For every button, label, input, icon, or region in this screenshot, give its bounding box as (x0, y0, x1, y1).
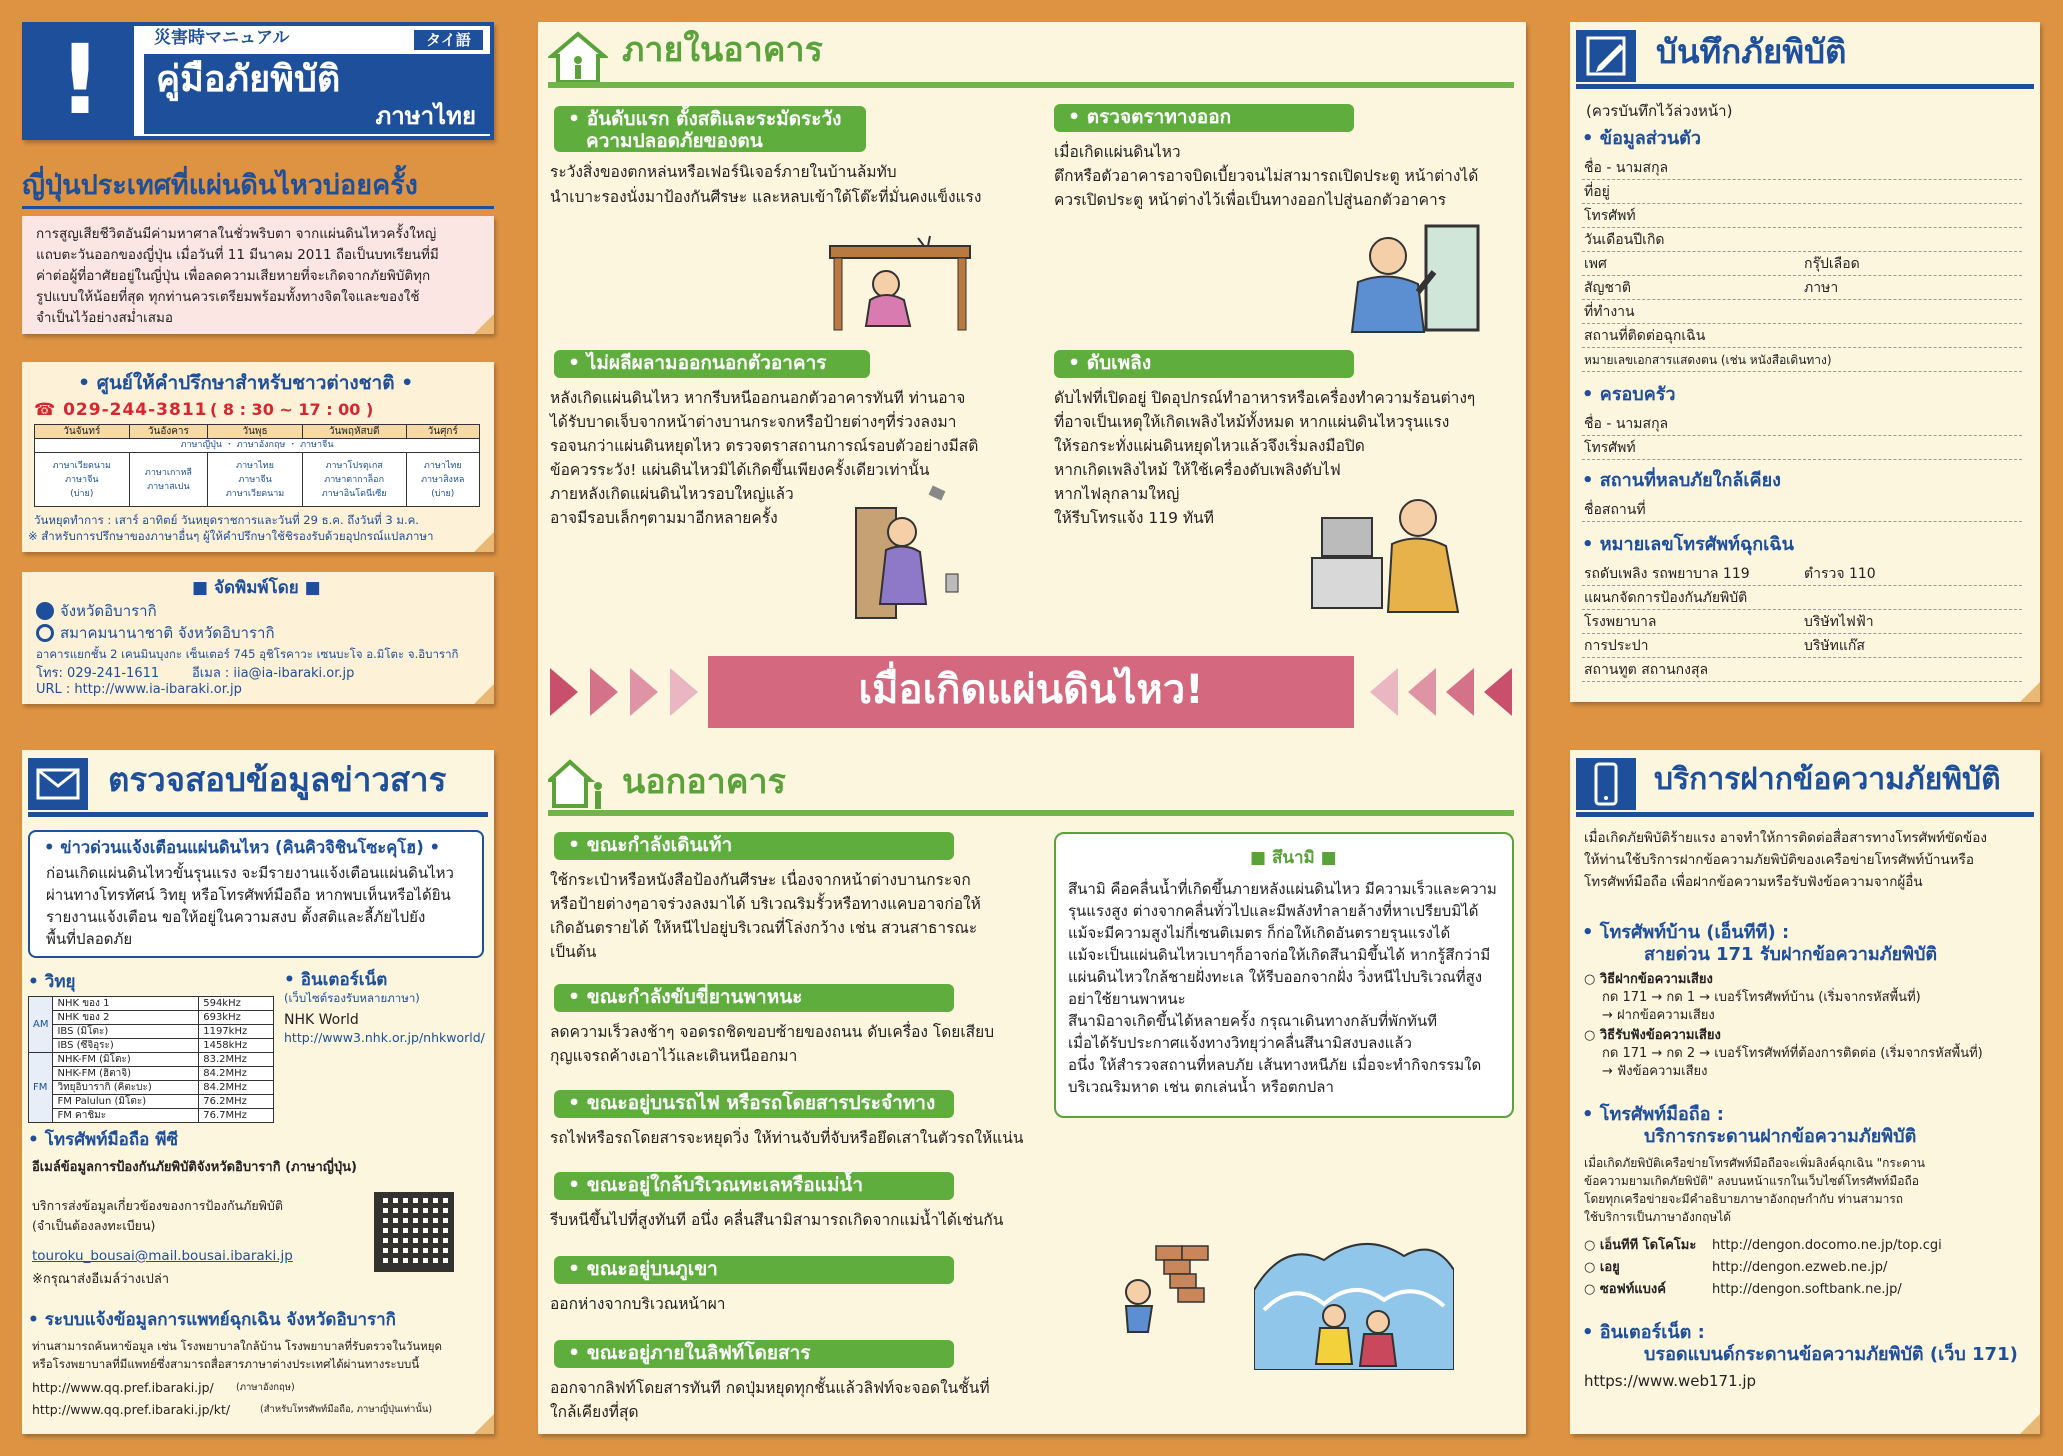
field-label: โทรศัพท์ (1584, 208, 1636, 224)
field-label: ชื่อ - นามสกุล (1584, 416, 1669, 432)
banner-arrow-icon (1484, 668, 1512, 716)
japan-intro-line: รูปแบบให้น้อยที่สุด ทุกท่านควรเตรียมพร้อมทั้งทางจิตใจและของใช้ (36, 289, 420, 305)
message-intro: ให้ท่านใช้บริการฝากข้อความภัยพิบัติของเครือข่ายโทรศัพท์บ้านหรือ (1584, 852, 1974, 868)
form-row[interactable] (1582, 180, 2022, 204)
center-holiday: วันหยุดทำการ : เสาร์ อาทิตย์ วันหยุดราชการและวันที่ 29 ธ.ค. ถึงวันที่ 3 ม.ค. (34, 513, 419, 527)
manual-subtitle: ภาษาไทย (375, 102, 476, 130)
carrier-name: ○ ซอฟท์แบงค์ (1584, 1282, 1666, 1297)
indoor-s1-title-line: ความปลอดภัยของตน (586, 129, 763, 152)
emergency-rows (1582, 562, 2022, 682)
language-text: ภาษาจีน (65, 474, 99, 485)
alert-title: • ข่าวด่วนแจ้งเตือนแผ่นดินไหว (คินคิวจิชินโซะคุโฮ) • (44, 838, 441, 857)
mobile-service-body: เมื่อเกิดภัยพิบัติเครือข่ายโทรศัพท์มือถือจะเพิ่มลิงค์ฉุกเฉิน "กระดาน (1584, 1156, 1926, 1170)
field-label: สัญชาติ (1584, 280, 1631, 296)
japan-intro-line: ค่าต่อผู้ที่อาศัยอยู่ในญี่ปุ่น เพื่อลดความเสียหายที่จะเกิดจากภัยพิบัติทุก (36, 268, 431, 284)
language-cell (35, 453, 130, 507)
tsunami-line: รุนแรงสูง ต่างจากคลื่นทั่วไปและมีพลังทำลายล้างที่หาเปรียบมิได้ (1068, 902, 1479, 920)
form-row[interactable] (1582, 634, 2022, 658)
tsunami-line: อนึ่ง ให้สำรวจสถานที่หลบภัย เส้นทางหนีภัย เมื่อจะทำกิจกรรมใด (1068, 1056, 1482, 1074)
page-fold (474, 314, 494, 334)
form-row[interactable] (1582, 412, 2022, 436)
consultation-center-panel (22, 362, 494, 552)
field-label: แผนกจัดการป้องกันภัยพิบัติ (1584, 590, 1748, 606)
field-label: ที่อยู่ (1584, 184, 1610, 200)
frequency-cell: 84.2MHz (199, 1067, 274, 1081)
falling-wall-illustration (1104, 1240, 1212, 1350)
mail-note: ※กรุณาส่งอีเมล์ว่างเปล่า (32, 1272, 170, 1287)
indoor-s3-line: ได้รับบาดเจ็บจากหน้าต่างบานกระจกหรือป้ายต่างๆที่ร่วงลงมา (550, 413, 957, 431)
band-cell: FM (29, 1053, 53, 1123)
tsunami-line: แม้จะเป็นแผ่นดินไหวเบาๆก็อาจก่อให้เกิดสึนามิขึ้นได้ หากรู้สึกว่ามี (1068, 946, 1491, 964)
page-fold (2020, 1414, 2040, 1434)
indoor-s1-line: ระวังสิ่งของตกหล่นหรือเฟอร์นิเจอร์ภายในบ้านล้มทับ (550, 163, 897, 181)
info-heading: ตรวจสอบข้อมูลข่าวสาร (108, 760, 447, 799)
field-label: ที่ทำงาน (1584, 304, 1635, 320)
record-note: (ควรบันทึกไว้ล่วงหน้า) (1586, 102, 1733, 120)
form-row[interactable] (1582, 348, 2022, 372)
message-intro: เมื่อเกิดภัยพิบัติร้ายแรง อาจทำให้การติดต่อสื่อสารทางโทรศัพท์ขัดข้อง (1584, 830, 1987, 846)
outdoor-o2-line: ลดความเร็วลงช้าๆ จอดรถชิดขอบซ้ายของถนน ดับเครื่อง โดยเสียบ (550, 1023, 995, 1041)
page-fold (474, 684, 494, 704)
tsunami-illustration (1254, 1230, 1454, 1370)
station-cell: FM คาชิมะ (53, 1109, 199, 1123)
japan-heading-rule (22, 206, 494, 209)
alert-line: ผ่านทางโทรทัศน์ วิทยุ หรือโทรศัพท์มือถือ หากพบเห็นหรือได้ยิน (46, 886, 451, 904)
qr-code[interactable] (374, 1192, 454, 1272)
frequency-cell: 83.2MHz (199, 1053, 274, 1067)
day-header: วันพุธ (208, 425, 303, 439)
tsunami-line: สึนามิอาจเกิดขึ้นได้หลายครั้ง กรุณาเดินทางกลับที่พักทันที (1068, 1012, 1438, 1030)
language-text: ภาษาจีน (238, 474, 272, 485)
language-text: (บ่าย) (70, 488, 94, 499)
field-label: ตำรวจ 110 (1804, 566, 1876, 582)
center-schedule-table (34, 424, 480, 507)
station-cell: NHK ของ 1 (53, 997, 199, 1011)
outdoor-o2-title: • ขณะกำลังขับขี่ยานพาหนะ (554, 984, 954, 1012)
center-hours: ( 8 : 30 ~ 17 : 00 ) (210, 400, 374, 419)
language-text: ภาษาไทย (423, 460, 462, 471)
station-cell: NHK-FM (ฮิตาจิ) (53, 1067, 199, 1081)
personal-rows (1582, 156, 2022, 372)
day-header: วันอังคาร (129, 425, 208, 439)
form-row[interactable] (1582, 228, 2022, 252)
language-badge: タイ語 (414, 30, 483, 50)
carrier-name: ○ เอยู (1584, 1260, 1620, 1275)
record-method-step: → ฝากข้อความเสียง (1602, 1008, 1715, 1023)
message-service-panel (1570, 750, 2040, 1434)
form-row[interactable] (1582, 610, 2022, 634)
radio-frequency-table (28, 996, 274, 1123)
outdoor-heading-rule (548, 810, 1514, 816)
mobile-service-body: ข้อความยามเกิดภัยพิบัติ" ลงบนหน้าแรกในเว็บไซต์โทรศัพท์มือถือ (1584, 1174, 1919, 1188)
medical-url2[interactable]: http://www.qq.pref.ibaraki.jp/kt/ (32, 1402, 231, 1417)
language-cell (302, 453, 406, 507)
web-service-label: • อินเตอร์เน็ต : (1582, 1322, 1705, 1343)
publisher-address: อาคารแยกชั้น 2 เคนมินบุงกะ เซ็นเตอร์ 745 อุชิโรคาวะ เซนบะโจ อ.มิโตะ จ.อิบารากิ (36, 647, 459, 661)
mobile-service-label: • โทรศัพท์มือถือ : (1582, 1104, 1724, 1125)
frequency-cell: 76.2MHz (199, 1095, 274, 1109)
falling-objects-illustration (850, 478, 970, 628)
indoor-s3-line: หลังเกิดแผ่นดินไหว หากรีบหนีออกนอกตัวอาคารทันที ท่านอาจ (550, 389, 966, 407)
tsunami-line: แผ่นดินไหวใกล้ชายฝั่งทะเล ให้รีบออกจากฝั่ง วิ่งหนีไปบริเวณที่สูง (1068, 968, 1483, 986)
emergency-heading: • หมายเลขโทรศัพท์ฉุกเฉิน (1582, 534, 1794, 555)
field-label: บริษัทไฟฟ้า (1804, 614, 1874, 630)
language-text: ภาษาสิงหล (421, 474, 465, 485)
publisher-org1: จังหวัดอิบารากิ (60, 602, 157, 620)
indoor-s3-line: ข้อควรระวัง! แผ่นดินไหวมิได้เกิดขึ้นเพียงครั้งเดียวเท่านั้น (550, 461, 930, 479)
station-cell: FM Palulun (มิโตะ) (53, 1095, 199, 1109)
tsunami-line: สึนามิ คือคลื่นน้ำที่เกิดขึ้นภายหลังแผ่นดินไหว มีความเร็วและความ (1068, 880, 1497, 898)
personal-heading: • ข้อมูลส่วนตัว (1582, 128, 1701, 149)
outdoor-o6-title: • ขณะอยู่ภายในลิฟท์โดยสาร (554, 1340, 954, 1368)
page-fold (474, 532, 494, 552)
banner-arrow-icon (550, 668, 578, 716)
association-logo-icon (36, 624, 54, 642)
frequency-cell: 76.7MHz (199, 1109, 274, 1123)
center-phone[interactable]: ☎ 029-244-3811 (34, 400, 208, 420)
indoor-s4-line: ให้รอกระทั่งแผ่นดินหยุดไหวแล้วจึงเริ่มลงมือปิด (1054, 437, 1365, 455)
field-label: รถดับเพลิง รถพยาบาล 119 (1584, 566, 1750, 582)
outdoor-heading: นอกอาคาร (622, 762, 786, 802)
form-row[interactable] (1582, 204, 2022, 228)
medical-url2-note: (สำหรับโทรศัพท์มือถือ, ภาษาญี่ปุ่นเท่านั้น) (260, 1404, 433, 1415)
station-cell: IBS (ซึจิอุระ) (53, 1039, 199, 1053)
indoor-s3-line: อาจมีรอบเล็กๆตามมาอีกหลายครั้ง (550, 509, 778, 527)
shelter-rows (1582, 498, 2022, 522)
indoor-s1-title-line: • อันดับแรก ตั้งสติและระมัดระวัง (568, 108, 842, 130)
outdoor-o1-line: เป็นต้น (550, 943, 597, 961)
field-label: วันเดือนปีเกิด (1584, 232, 1665, 248)
page-fold (474, 1414, 494, 1434)
medical-label: • ระบบแจ้งข้อมูลการแพทย์ฉุกเฉิน จังหวัดอิบารากิ (28, 1310, 396, 1330)
station-cell: วิทยุอิบารากิ (คิตะบะ) (53, 1081, 199, 1095)
message-intro: โทรศัพท์มือถือ เพื่อฝากข้อความหรือรับฟังข้อความจากผู้อื่น (1584, 874, 1923, 890)
banner-text: เมื่อเกิดแผ่นดินไหว! (858, 667, 1204, 713)
tsunami-line: อย่าใช้ยานพาหนะ (1068, 990, 1186, 1008)
alert-line: รายงานแจ้งเตือน ขอให้อยู่ในความสงบ ตั้งสติและลี้ภัยไปยัง (46, 908, 426, 926)
form-row[interactable] (1582, 156, 2022, 180)
banner-arrow-icon (630, 668, 658, 716)
indoor-s2-line: เมื่อเกิดแผ่นดินไหว (1054, 143, 1181, 161)
field-label: สถานที่ติดต่อฉุกเฉิน (1584, 328, 1706, 344)
mail-title: อีเมล์ข้อมูลการป้องกันภัยพิบัติจังหวัดอิบารากิ (ภาษาญี่ปุ่น) (32, 1160, 357, 1175)
banner-arrow-icon (1446, 668, 1474, 716)
common-languages: ภาษาญี่ปุ่น ・ ภาษาอังกฤษ ・ ภาษาจีน (35, 439, 480, 453)
field-label: ภาษา (1804, 280, 1839, 296)
alert-line: พื้นที่ปลอดภัย (46, 930, 133, 948)
japan-heading: ญี่ปุ่นประเทศที่แผ่นดินไหวบ่อยครั้ง (22, 170, 418, 201)
nhk-label: NHK World (284, 1012, 359, 1028)
language-text: (บ่าย) (431, 488, 455, 499)
outdoor-o1-title: • ขณะกำลังเดินเท้า (554, 832, 954, 860)
earthquake-banner (708, 656, 1354, 728)
outdoor-o1-line: ใช้กระเป๋าหรือหนังสือป้องกันศีรษะ เนื่องจากหน้าต่างบานกระจก (550, 871, 971, 889)
frequency-cell: 84.2MHz (199, 1081, 274, 1095)
radio-label: • วิทยุ (28, 972, 76, 992)
outdoor-o3-title: • ขณะอยู่บนรถไฟ หรือรถโดยสารประจำทาง (554, 1090, 954, 1118)
tsunami-line: เมื่อได้รับประกาศแจ้งทางวิทยุว่าคลื่นสึนามิสงบลงแล้ว (1068, 1034, 1412, 1052)
indoor-house-icon (548, 30, 608, 86)
page-fold (2020, 682, 2040, 702)
indoor-s4-line: ให้รีบโทรแจ้ง 119 ทันที (1054, 509, 1214, 527)
outdoor-o3-line: รถไฟหรือรถโดยสารจะหยุดวิ่ง ให้ท่านจับที่จับหรือยึดเสาในตัวรถให้แน่น (550, 1129, 1024, 1147)
field-label: หมายเลขเอกสารแสดงตน (เช่น หนังสือเดินทาง) (1584, 353, 1832, 367)
language-cell (208, 453, 303, 507)
indoor-s1-title (554, 106, 866, 152)
medical-body: หรือโรงพยาบาลที่มีแพทย์ซึ่งสามารถสื่อสารภาษาต่างประเทศได้ผ่านทางระบบนี้ (32, 1357, 420, 1371)
indoor-s2-line: ควรเปิดประตู หน้าต่างไว้เพื่อเป็นทางออกไปสู่นอกตัวอาคาร (1054, 191, 1447, 209)
tsunami-line: บริเวณริมหาด เช่น ตกเล่นน้ำ หรือตกปลา (1068, 1078, 1334, 1096)
table-shelter-illustration (826, 234, 974, 334)
shelter-heading: • สถานที่หลบภัยใกล้เคียง (1582, 470, 1781, 491)
carrier-url[interactable]: http://dengon.softbank.ne.jp/ (1712, 1282, 1902, 1297)
play-method-step: → ฟังข้อความเสียง (1602, 1064, 1708, 1079)
field-label: การประปา (1584, 638, 1649, 654)
form-row[interactable] (1582, 300, 2022, 324)
alert-line: ก่อนเกิดแผ่นดินไหวขั้นรุนแรง จะมีรายงานแจ้งเตือนแผ่นดินไหว (46, 864, 454, 882)
publisher-org2: สมาคมนานาชาติ จังหวัดอิบารากิ (60, 624, 275, 642)
medical-url1-note: (ภาษาอังกฤษ) (236, 1382, 295, 1393)
turn-off-stove-illustration (1308, 488, 1468, 618)
mail-body: (จำเป็นต้องลงทะเบียน) (32, 1218, 156, 1233)
publisher-tel: โทร: 029-241-1611 (36, 666, 160, 681)
form-row[interactable] (1582, 324, 2022, 348)
banner-arrow-icon (590, 668, 618, 716)
frequency-cell: 594kHz (199, 997, 274, 1011)
indoor-heading-rule (548, 82, 1514, 88)
publisher-heading: ■ จัดพิมพ์โดย ■ (192, 578, 321, 598)
station-cell: IBS (มิโตะ) (53, 1025, 199, 1039)
field-label: โรงพยาบาล (1584, 614, 1657, 630)
station-cell: NHK ของ 2 (53, 1011, 199, 1025)
center-note: ※ สำหรับการปรึกษาของภาษาอื่นๆ ผู้ให้คำปรึกษาใช้ชิรองรับด้วยอุปกรณ์แปลภาษา (28, 529, 434, 543)
banner-arrow-icon (670, 668, 698, 716)
frequency-cell: 1197kHz (199, 1025, 274, 1039)
record-method-step: กด 171 → กด 1 → เบอร์โทรศัพท์บ้าน (เริ่มจากรหัสพื้นที่) (1602, 990, 1921, 1005)
medical-body: ท่านสามารถค้นหาข้อมูล เช่น โรงพยาบาลใกล้บ้าน โรงพยาบาลที่รับตรวจในวันหยุด (32, 1339, 442, 1353)
indoor-s4-line: ดับไฟที่เปิดอยู่ ปิดอุปกรณ์ทำอาหารหรือเครื่องทำความร้อนต่างๆ (1054, 389, 1476, 407)
tsunami-title: ■ สึนามิ ■ (1250, 848, 1337, 868)
center-heading: • ศูนย์ให้คำปรึกษาสำหรับชาวต่างชาติ • (78, 372, 414, 394)
series-label: 災害時マニュアル (154, 28, 290, 48)
indoor-s3-line: ภายหลังเกิดแผ่นดินไหวรอบใหญ่แล้ว (550, 485, 794, 503)
indoor-s3-line: รอจนกว่าแผ่นดินหยุดไหว ตรวจตราสถานการณ์รอบตัวอย่างมีสติ (550, 437, 979, 455)
carrier-url[interactable]: http://dengon.ezweb.ne.jp/ (1712, 1260, 1888, 1275)
form-row[interactable] (1582, 436, 2022, 460)
outdoor-o6-line: ใกล้เคียงที่สุด (550, 1403, 639, 1421)
indoor-heading: ภายในอาคาร (622, 30, 823, 70)
japan-intro-line: การสูญเสียชีวิตอันมีค่ามหาศาลในชั่วพริบตา จากแผ่นดินไหวครั้งใหญ่ (36, 226, 437, 242)
language-cell (406, 453, 480, 507)
japan-intro-panel (22, 216, 494, 334)
outdoor-o6-line: ออกจากลิฟท์โดยสารทันที กดปุ่มหยุดทุกชั้นแล้วลิฟท์จะจอดในชั้นที่ (550, 1379, 990, 1397)
frequency-cell: 1458kHz (199, 1039, 274, 1053)
record-panel (1570, 22, 2040, 702)
language-text: ภาษาไทย (236, 460, 274, 471)
envelope-icon (28, 758, 88, 810)
form-row[interactable] (1582, 562, 2022, 586)
language-text: ภาษาเกาหลี (144, 467, 192, 478)
language-cell (129, 453, 208, 507)
record-method-title: ○ วิธีฝากข้อความเสียง (1584, 972, 1713, 987)
outdoor-o4-title: • ขณะอยู่ใกล้บริเวณทะเลหรือแม่น้ำ (554, 1172, 954, 1200)
form-row[interactable] (1582, 586, 2022, 610)
language-text: ภาษาตากาล็อก (324, 474, 385, 485)
field-label: โทรศัพท์ (1584, 440, 1636, 456)
home-phone-label: • โทรศัพท์บ้าน (เอ็นทีที) : (1582, 922, 1790, 943)
medical-url1[interactable]: http://www.qq.pref.ibaraki.jp/ (32, 1380, 214, 1395)
web171-url[interactable]: https://www.web171.jp (1584, 1372, 1757, 1390)
tsunami-line: แม้จะมีความสูงไม่กี่เซนติเมตร ก็ก่อให้เกิดอันตรายรุนแรงได้ (1068, 924, 1451, 942)
indoor-s4-line: ที่อาจเป็นเหตุให้เกิดเพลิงไหม้ทั้งหมด หากแผ่นดินไหวรุนแรง (1054, 413, 1450, 431)
field-label: เพศ (1584, 256, 1607, 272)
language-text: ภาษาอินโดนีเซีย (321, 488, 387, 499)
day-header: วันพฤหัสบดี (302, 425, 406, 439)
band-cell: AM (29, 997, 53, 1053)
door-open-illustration (1342, 222, 1482, 334)
language-text: ภาษาโปรตุเกส (325, 460, 383, 471)
mobile-service-sub: บริการกระดานฝากข้อความภัยพิบัติ (1644, 1126, 1917, 1147)
outdoor-house-icon (548, 758, 608, 814)
language-text: ภาษาเวียดนาม (52, 460, 111, 471)
indoor-s1-line: นำเบาะรองนั่งมาป้องกันศีรษะ และหลบเข้าใต้โต๊ะที่มั่นคงแข็งแรง (550, 188, 982, 206)
internet-note: (เว็บไซต์รองรับหลายภาษา) (284, 991, 420, 1005)
mail-address[interactable]: touroku_bousai@mail.bousai.ibaraki.jp (32, 1248, 293, 1264)
play-method-title: ○ วิธีรับฟังข้อความเสียง (1584, 1028, 1721, 1043)
japan-intro-line: จำเป็นไว้อย่างสม่ำเสมอ (36, 310, 174, 326)
field-label: สถานทูต สถานกงสุล (1584, 662, 1709, 678)
mail-body: บริการส่งข้อมูลเกี่ยวข้องของการป้องกันภัยพิบัติ (32, 1198, 283, 1213)
indoor-s2-line: ตึกหรือตัวอาคารอาจบิดเบี้ยวจนไม่สามารถเปิดประตู หน้าต่างได้ (1054, 167, 1479, 185)
play-method-step: กด 171 → กด 2 → เบอร์โทรศัพท์ที่ต้องการติดต่อ (เริ่มจากรหัสพื้นที่) (1602, 1046, 1983, 1061)
publisher-email[interactable]: อีเมล : iia@ia-ibaraki.or.jp (192, 666, 355, 681)
info-panel (22, 750, 494, 1434)
record-heading: บันทึกภัยพิบัติ (1656, 32, 1847, 71)
form-row[interactable] (1582, 658, 2022, 682)
outdoor-o1-line: หรือป้ายต่างๆอาจร่วงลงมาได้ บริเวณริมรั้วหรือทางแคบอาจก่อให้ (550, 895, 981, 913)
field-label: กรุ๊ปเลือด (1804, 256, 1860, 272)
manual-title: คู่มือภัยพิบัติ (156, 59, 341, 100)
outdoor-o4-line: รีบหนีขึ้นไปที่สูงทันที อนึ่ง คลื่นสึนามิสามารถเกิดจากแม่น้ำได้เช่นกัน (550, 1211, 1004, 1229)
day-header: วันศุกร์ (406, 425, 480, 439)
carrier-url[interactable]: http://dengon.docomo.ne.jp/top.cgi (1712, 1238, 1942, 1253)
indoor-s2-title: • ตรวจตราทางออก (1054, 104, 1354, 132)
field-label: ชื่อสถานที่ (1584, 502, 1646, 518)
mobile-service-body: โดยทุกเครือข่ายจะมีคำอธิบายภาษาอังกฤษกำกับ ท่านสามารถ (1584, 1192, 1904, 1206)
indoor-s4-title: • ดับเพลิง (1054, 350, 1354, 378)
ibaraki-logo-icon (36, 602, 54, 620)
carrier-name: ○ เอ็นทีที โดโคโมะ (1584, 1238, 1697, 1253)
home-phone-sub: สายด่วน 171 รับฝากข้อความภัยพิบัติ (1644, 944, 1938, 965)
pencil-icon (1576, 30, 1636, 82)
exclamation-icon: ! (26, 26, 134, 136)
language-text: ภาษาเวียดนาม (225, 488, 285, 499)
outdoor-o5-title: • ขณะอยู่บนภูเขา (554, 1256, 954, 1284)
message-heading-rule (1576, 812, 2034, 817)
family-heading: • ครอบครัว (1582, 384, 1676, 405)
record-heading-rule (1576, 84, 2034, 89)
form-row[interactable] (1582, 498, 2022, 522)
mobile-label: • โทรศัพท์มือถือ พีซี (28, 1130, 179, 1150)
indoor-s4-line: หากไฟลุกลามใหญ่ (1054, 485, 1180, 503)
form-row[interactable] (1582, 252, 2022, 276)
field-label: ชื่อ - นามสกุล (1584, 160, 1669, 176)
outdoor-o5-line: ออกห่างจากบริเวณหน้าผา (550, 1295, 726, 1313)
publisher-panel (22, 572, 494, 704)
mobile-phone-icon (1576, 758, 1636, 810)
indoor-s3-title: • ไม่ผลีผลามออกนอกตัวอาคาร (554, 350, 870, 378)
day-header: วันจันทร์ (35, 425, 130, 439)
publisher-url[interactable]: URL : http://www.ia-ibaraki.or.jp (36, 682, 242, 697)
banner-arrow-icon (1408, 668, 1436, 716)
outdoor-o2-line: กุญแจรถค้างเอาไว้และเดินหนีออกมา (550, 1047, 798, 1065)
language-text: ภาษาสเปน (147, 481, 190, 492)
info-heading-rule (28, 812, 488, 817)
title-panel (22, 22, 494, 140)
station-cell: NHK-FM (มิโตะ) (53, 1053, 199, 1067)
form-row[interactable] (1582, 276, 2022, 300)
family-rows (1582, 412, 2022, 460)
indoor-s4-line: หากเกิดเพลิงไหม้ ให้ใช้เครื่องดับเพลิงดับไฟ (1054, 461, 1341, 479)
field-label: บริษัทแก๊ส (1804, 638, 1865, 654)
japan-intro-line: แถบตะวันออกของญี่ปุ่น เมื่อวันที่ 11 มีนาคม 2011 ถือเป็นบทเรียนที่มี (36, 247, 439, 263)
internet-label: • อินเตอร์เน็ต (284, 970, 388, 990)
mobile-service-body: ใช้บริการเป็นภาษาอังกฤษได้ (1584, 1210, 1732, 1224)
web-service-sub: บรอดแบนด์กระดานข้อความภัยพิบัติ (เว็บ 171) (1644, 1344, 2018, 1365)
message-heading: บริการฝากข้อความภัยพิบัติ (1654, 762, 2001, 797)
banner-arrow-icon (1370, 668, 1398, 716)
outdoor-o1-line: เกิดอันตรายได้ ให้หนีไปอยู่บริเวณที่โล่งกว้าง เช่น สวนสาธารณะ (550, 919, 978, 937)
frequency-cell: 693kHz (199, 1011, 274, 1025)
nhk-url[interactable]: http://www3.nhk.or.jp/nhkworld/ (284, 1030, 485, 1045)
